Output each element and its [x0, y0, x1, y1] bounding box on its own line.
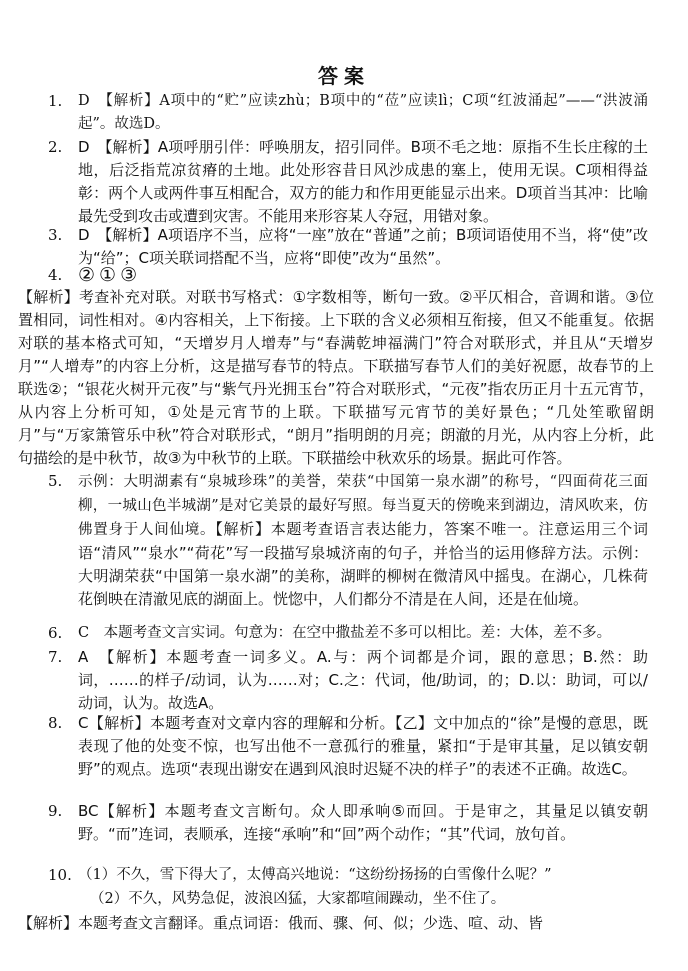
item-text: C【解析】本题考查对文章内容的理解和分析。【乙】文中加点的“徐”是慢的意思，既表现了他的处变不惊，也写出他不一意孤行的雅量，紧扣“于是审其量，足以镇安朝野”的观点。选项“表现出谢安在遇到风浪时迟疑不决的样子”的表述不正确。故选C。 [78, 714, 648, 778]
item-text: D 【解析】A项中的“贮”应读zhù；B项中的“莅”应读lì；C项“红波涌起”——“洪波涌起”。故选D。 [78, 93, 648, 132]
answer-item-10 [48, 864, 648, 887]
answer-item-9 [48, 800, 648, 846]
item-number: 7. [48, 648, 63, 666]
item-text: BC【解析】本题考查文言断句。众人即承响⑤而回。于是审之，其量足以镇安朝野。“而”连词，表顺承，连接“承响”和“回”两个动作；“其”代词，放句首。 [78, 802, 648, 843]
item-text: D 【解析】A项语序不当，应将“一座”放在“普通”之前；B项词语使用不当，将“使”改为“给”；C项关联词搭配不当，应将“即使”改为“虽然”。 [78, 226, 648, 267]
item-number: 9. [48, 802, 63, 820]
answer-item-2 [48, 136, 648, 228]
answer-item-6 [48, 622, 648, 645]
item-text: D 【解析】A项呼朋引伴：呼唤朋友，招引同伴。B项不毛之地：原指不生长庄稼的土地，后泛指荒凉贫瘠的土地。此处形容昔日风沙成患的塞上，使用无误。C项相得益彰：两个人或两件事互相配合，双方的能力和作用更能显示出来。D项首当其冲：比喻最先受到攻击或遭到灾害。不能用来形容某人夺冠，用错对象。 [78, 138, 648, 225]
item-number: 10. [48, 866, 72, 884]
item-text: C 本题考查文言实词。句意为：在空中撒盐差不多可以相比。差：大体，差不多。 [78, 625, 612, 641]
answer-item-5 [48, 470, 648, 611]
item-text: A 【解析】本题考查一词多义。A.与：两个词都是介词，跟的意思；B.然：助词，……的样子/动词，认为……对；C.之：代词，他/助词，的；D.以：助词，可以/动词，认为。故选A。 [78, 648, 648, 712]
answer-item-4 [48, 264, 648, 287]
item-example: 示例：大明湖素有“泉城珍珠”的美誉，荣获“中国第一泉水湖”的称号，“四面荷花三面柳，一城山色半城湖”是对它美景的最好写照。每当夏天的傍晚来到湖边，清风吹来，仿佛置身于人间仙境。 [78, 474, 648, 538]
item-answer: ②①③ [78, 264, 142, 286]
item-number: 3. [48, 226, 63, 244]
item-number: 1. [48, 92, 63, 110]
item-4-analysis: 【解析】考查补充对联。对联书写格式：①字数相等，断句一致。②平仄相合，音调和谐。③位置相同，词性相对。④内容相关，上下衔接。上下联的含义必须相互衔接，但又不能重复。依据对联的基本格式可知，“天增岁月人增寿”与“春满乾坤福满门”符合对联形式，并且从“天增岁月”“人增寿”的内容上分析，这是描写春节的特点。下联描写春节人们的美好祝愿，故春节的上联选②；“银花火树开元夜”与“紫气丹光拥玉台”符合对联形式，“元夜”指农历正月十五元宵节，从内容上分析可知，①处是元宵节的上联。下联描写元宵节的美好景色；“几处笙歌留朗月”与“万家箫管乐中秋”符合对联形式，“朗月”指明朗的月亮；朗澈的月光，从内容上分析，此句描绘的是中秋节，故③为中秋节的上联。下联描绘中秋欢乐的场景。据此可作答。 [18, 288, 654, 467]
item-number: 5. [48, 472, 63, 490]
item-translation-1: （1）不久，雪下得大了，太傅高兴地说：“这纷纷扬扬的白雪像什么呢？” [78, 867, 552, 883]
item-translation-2: （2）不久，风势急促，波浪凶猛，大家都喧闹躁动，坐不住了。 [90, 891, 506, 907]
answer-item-1 [48, 90, 648, 136]
item-number: 4. [48, 266, 63, 284]
item-number: 8. [48, 714, 63, 732]
page-title: 答案 [318, 64, 370, 88]
item-number: 6. [48, 624, 63, 642]
item-text: 【解析】本题考查语言表达能力，答案不唯一。注意运用三个词语“清风”“泉水”“荷花”写一段描写泉城济南的句子，并恰当的运用修辞方法。示例：大明湖荣获“中国第一泉水湖”的美称，湖畔的柳树在微清风中摇曳。在湖心，几株荷花倒映在清澈见底的湖面上。恍惚中，人们都分不清是在人间，还是在仙境。 [78, 520, 648, 608]
item-10-analysis: 【解析】本题考查文言翻译。重点词语：俄而、骤、何、似；少选、喧、动、皆 [18, 914, 544, 932]
item-number: 2. [48, 138, 63, 156]
answer-item-8 [48, 712, 648, 781]
answer-item-7 [48, 646, 648, 715]
